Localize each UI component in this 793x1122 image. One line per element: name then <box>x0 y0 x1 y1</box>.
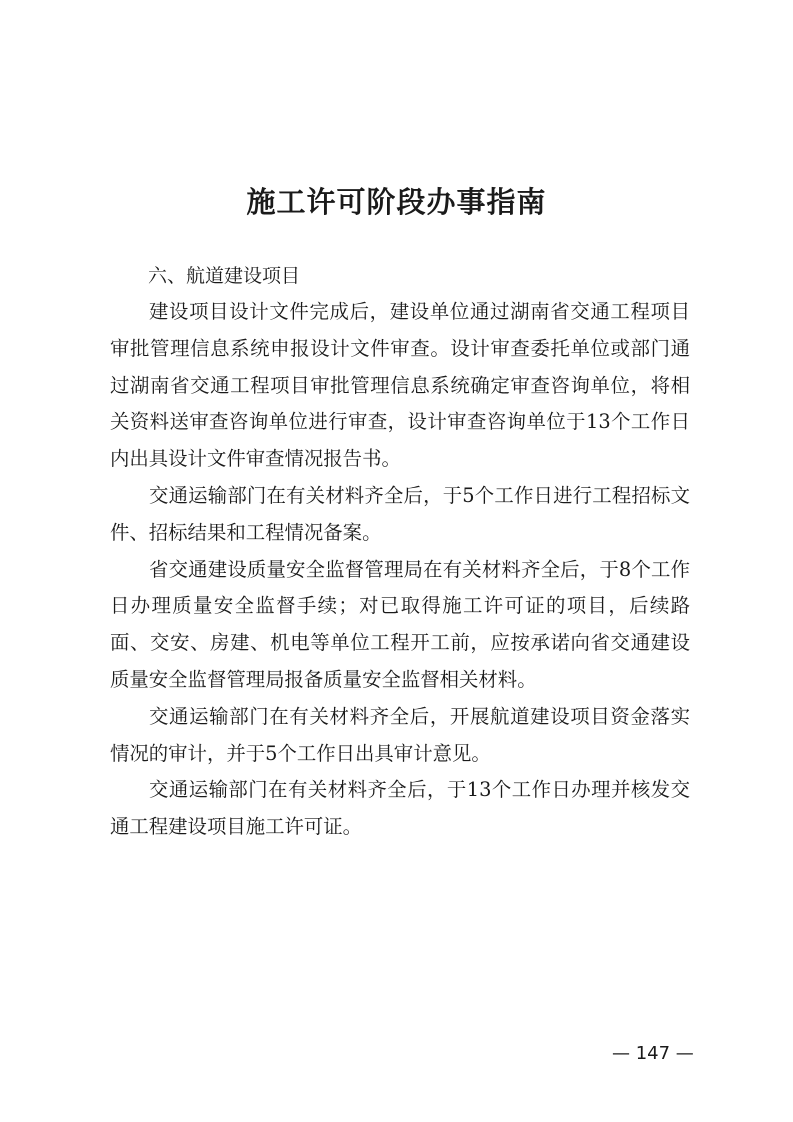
page-number: — 147 — <box>612 1043 694 1064</box>
paragraph-construction-permit: 交通运输部门在有关材料齐全后，于13个工作日办理并核发交通工程建设项目施工许可证。 <box>110 778 690 839</box>
paragraph-bidding-filing: 交通运输部门在有关材料齐全后，于5个工作日进行工程招标文件、招标结果和工程情况备案。 <box>110 483 690 544</box>
document-body <box>110 258 690 846</box>
section-heading: 六、航道建设项目 <box>148 265 301 287</box>
paragraph-funding-audit: 交通运输部门在有关材料齐全后，开展航道建设项目资金落实情况的审计，并于5个工作日出具审计意见。 <box>110 704 690 765</box>
page-title: 施工许可阶段办事指南 <box>246 185 547 219</box>
paragraph-design-review: 建设项目设计文件完成后，建设单位通过湖南省交通工程项目审批管理信息系统申报设计文件审查。设计审查委托单位或部门通过湖南省交通工程项目审批管理信息系统确定审查咨询单位，将相关资料送审查咨询单位进行审查，设计审查咨询单位于13个工作日内出具设计文件审查情况报告书。 <box>110 300 690 471</box>
paragraph-quality-supervision: 省交通建设质量安全监督管理局在有关材料齐全后，于8个工作日办理质量安全监督手续；对已取得施工许可证的项目，后续路面、交安、房建、机电等单位工程开工前，应按承诺向省交通建设质量安全监督管理局报备质量安全监督相关材料。 <box>110 557 690 691</box>
